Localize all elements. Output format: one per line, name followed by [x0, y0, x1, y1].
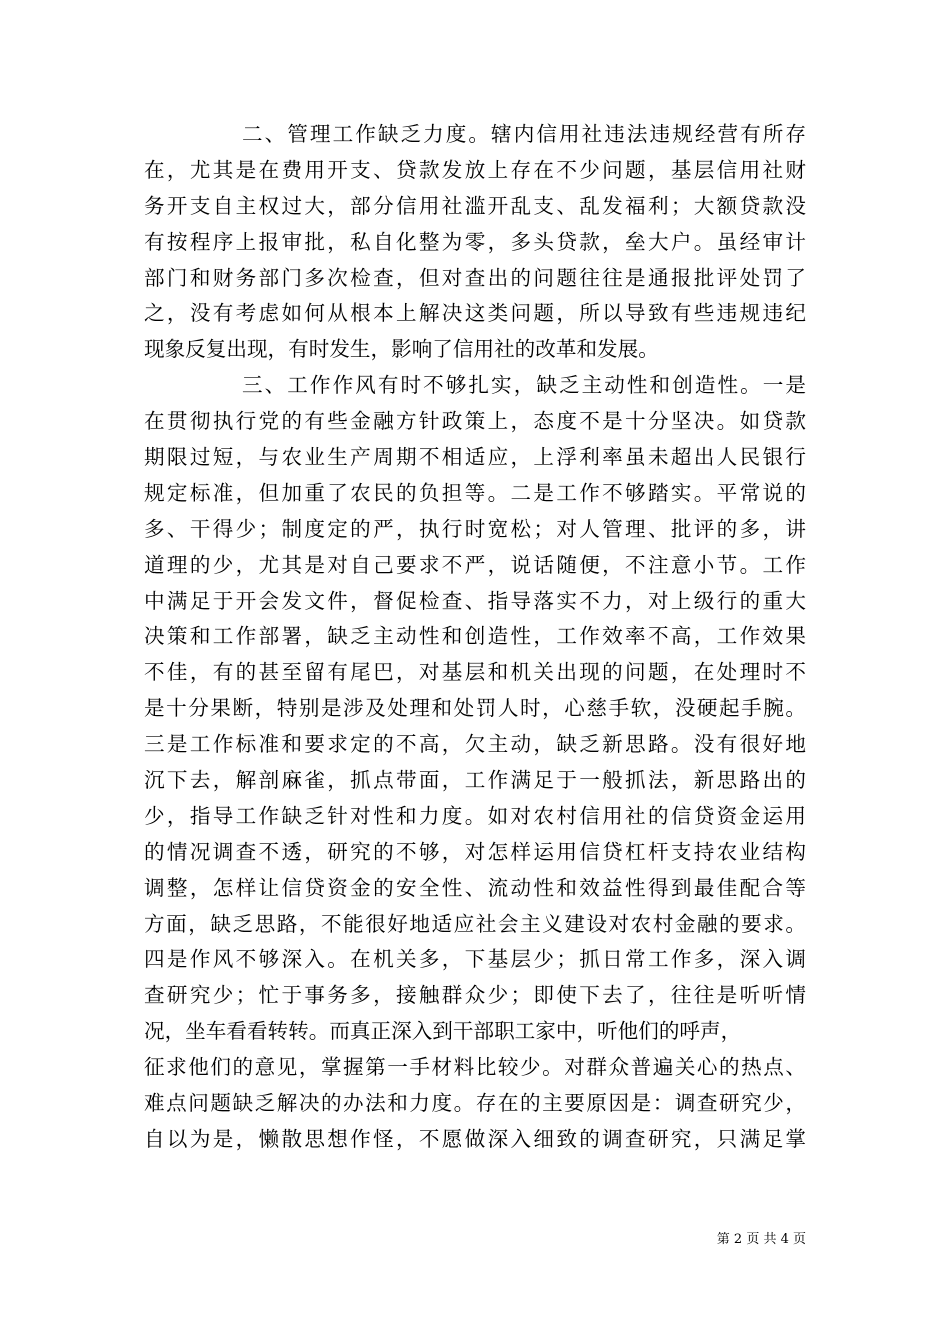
text-line: 调整，怎样让信贷资金的安全性、流动性和效益性得到最佳配合等	[144, 875, 806, 900]
text-line: 是十分果断，特别是涉及处理和处罚人时，心慈手软，没硬起手腕。	[144, 696, 806, 721]
text-line: 二、管理工作缺乏力度。辖内信用社违法违规经营有所存	[242, 122, 806, 146]
text-line: 有按程序上报审批，私自化整为零，多头贷款，垒大户。虽经审计	[144, 229, 806, 254]
text-line: 现象反复出现，有时发生，影响了信用社的改革和发展。	[144, 337, 659, 362]
text-line: 多、干得少；制度定的严，执行时宽松；对人管理、批评的多，讲	[144, 516, 806, 541]
text-line: 之，没有考虑如何从根本上解决这类问题，所以导致有些违规违纪	[144, 301, 806, 326]
page-number-footer: 第 2 页 共 4 页	[716, 1232, 806, 1247]
text-line: 三是工作标准和要求定的不高，欠主动，缺乏新思路。没有很好地	[144, 732, 806, 757]
text-line: 务开支自主权过大，部分信用社滥开乱支、乱发福利；大额贷款没	[144, 193, 806, 218]
text-line: 部门和财务部门多次检查，但对查出的问题往往是通报批评处罚了	[144, 265, 806, 290]
body-text	[144, 117, 806, 1158]
text-line: 决策和工作部署，缺乏主动性和创造性，工作效率不高，工作效果	[144, 624, 806, 649]
text-line: 查研究少；忙于事务多，接触群众少；即使下去了，往往是听听情	[144, 983, 806, 1008]
text-line: 四是作风不够深入。在机关多，下基层少；抓日常工作多，深入调	[144, 947, 806, 972]
text-line: 少，指导工作缺乏针对性和力度。如对农村信用社的信贷资金运用	[144, 803, 806, 828]
text-line: 自以为是，懒散思想作怪，不愿做深入细致的调查研究，只满足掌	[144, 1126, 806, 1151]
paragraph-management	[144, 117, 806, 368]
text-line: 的情况调查不透，研究的不够，对怎样运用信贷杠杆支持农业结构	[144, 839, 806, 864]
paragraph-work-style	[144, 368, 806, 1158]
text-line: 方面，缺乏思路，不能很好地适应社会主义建设对农村金融的要求。	[144, 911, 806, 936]
text-line: 中满足于开会发文件，督促检查、指导落实不力，对上级行的重大	[144, 588, 806, 613]
text-line: 规定标准，但加重了农民的负担等。二是工作不够踏实。平常说的	[144, 480, 806, 505]
text-line: 期限过短，与农业生产周期不相适应，上浮利率虽未超出人民银行	[144, 445, 806, 470]
text-line: 在贯彻执行党的有些金融方针政策上，态度不是十分坚决。如贷款	[144, 409, 806, 434]
text-line: 道理的少，尤其是对自己要求不严，说话随便，不注意小节。工作	[144, 552, 806, 577]
text-line: 况，坐车看看转转。而真正深入到干部职工家中，听他们的呼声，	[144, 1019, 742, 1044]
text-line: 沉下去，解剖麻雀，抓点带面，工作满足于一般抓法，新思路出的	[144, 768, 806, 793]
text-line: 难点问题缺乏解决的办法和力度。存在的主要原因是：调查研究少，	[144, 1091, 806, 1116]
text-line: 征求他们的意见，掌握第一手材料比较少。对群众普遍关心的热点、	[144, 1055, 806, 1080]
text-line: 不佳，有的甚至留有尾巴，对基层和机关出现的问题，在处理时不	[144, 660, 806, 685]
text-line: 在，尤其是在费用开支、贷款发放上存在不少问题，基层信用社财	[144, 157, 806, 182]
text-line: 三、工作作风有时不够扎实，缺乏主动性和创造性。一是	[242, 373, 806, 398]
